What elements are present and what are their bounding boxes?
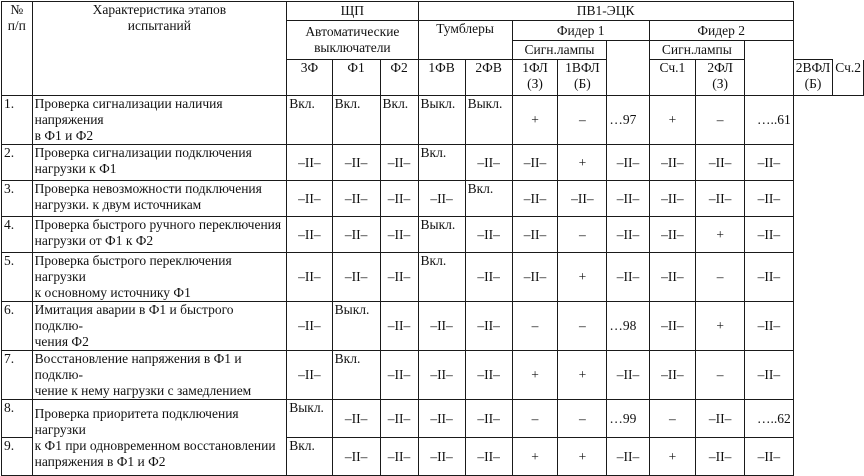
cell-sch2: –II– <box>745 217 794 253</box>
cell-f2: –II– <box>380 253 418 302</box>
cell-1fv: –II– <box>418 438 465 476</box>
table-row <box>2 351 864 400</box>
cell-f1: –II– <box>332 181 380 217</box>
cell-sch2: –II– <box>745 253 794 302</box>
header-signal-lamps-1: Сигн.лампы <box>512 41 607 60</box>
cell-f2: –II– <box>380 217 418 253</box>
cell-sch2: –II– <box>745 181 794 217</box>
cell-1vfl: + <box>558 145 607 181</box>
cell-1fv: –II– <box>418 351 465 400</box>
cell-1fl: + <box>512 351 558 400</box>
cell-2vfl: – <box>696 253 745 302</box>
cell-3f: –II– <box>287 351 332 400</box>
table-row <box>2 400 864 438</box>
cell-1fl: – <box>512 400 558 438</box>
cell-2fl: + <box>649 438 695 476</box>
row-number: 5. <box>2 253 33 302</box>
cell-3f: –II– <box>287 181 332 217</box>
header-number: № п/п <box>2 2 33 96</box>
cell-f1: –II– <box>332 400 380 438</box>
header-col-3f: 3Ф <box>287 60 332 96</box>
row-description: Проверка невозможности подключения нагрузки. к двум источникам <box>32 181 287 217</box>
cell-sch1: –II– <box>607 145 649 181</box>
header-signal-lamps-2: Сигн.лампы <box>649 41 745 60</box>
cell-f1: –II– <box>332 217 380 253</box>
row-description: Проверка сигнализации подключения нагрузки к Ф1 <box>32 145 287 181</box>
row-number: 1. <box>2 96 33 145</box>
cell-1fv: Вкл. <box>418 253 465 302</box>
cell-f1: –II– <box>332 253 380 302</box>
cell-2vfl: + <box>696 302 745 351</box>
cell-2fv: Вкл. <box>465 181 512 217</box>
cell-1fv: –II– <box>418 400 465 438</box>
cell-1fv: –II– <box>418 181 465 217</box>
cell-1fv: Выкл. <box>418 217 465 253</box>
cell-1vfl: – <box>558 217 607 253</box>
cell-sch1: …99 <box>607 400 649 438</box>
cell-2vfl: – <box>696 96 745 145</box>
cell-2fl: –II– <box>649 181 695 217</box>
cell-2vfl: –II– <box>696 181 745 217</box>
header-schp: ЩП <box>287 2 418 21</box>
cell-2fl: – <box>649 400 695 438</box>
header-feeder-2: Фидер 2 <box>649 21 793 41</box>
cell-1fl: + <box>512 96 558 145</box>
row-number: 7. <box>2 351 33 400</box>
header-col-2vfl: 2ВФЛ (Б) <box>793 60 833 96</box>
cell-sch2: –II– <box>745 438 794 476</box>
cell-sch2: –II– <box>745 351 794 400</box>
cell-1fl: – <box>512 302 558 351</box>
cell-3f: Вкл. <box>287 96 332 145</box>
cell-1fv: Вкл. <box>418 145 465 181</box>
cell-3f: –II– <box>287 217 332 253</box>
cell-3f: –II– <box>287 145 332 181</box>
header-col-2fl: 2ФЛ (З) <box>696 60 745 96</box>
cell-2vfl: – <box>696 351 745 400</box>
table-row <box>2 181 864 217</box>
header-col-1vfl: 1ВФЛ (Б) <box>558 60 607 96</box>
table-row <box>2 96 864 145</box>
cell-2fv: –II– <box>465 253 512 302</box>
test-stages-table <box>1 1 864 476</box>
header-col-sch2: Сч.2 <box>833 60 864 96</box>
header-stage-characteristic: Характеристика этапов испытаний <box>32 2 287 96</box>
cell-1fv: –II– <box>418 302 465 351</box>
cell-f2: –II– <box>380 181 418 217</box>
cell-1vfl: + <box>558 253 607 302</box>
cell-3f: –II– <box>287 253 332 302</box>
header-col-f2: Ф2 <box>380 60 418 96</box>
cell-f1: –II– <box>332 438 380 476</box>
cell-1fv: Выкл. <box>418 96 465 145</box>
cell-2fv: –II– <box>465 145 512 181</box>
header-blank-sch1 <box>607 41 649 96</box>
row-number: 6. <box>2 302 33 351</box>
cell-1vfl: – <box>558 400 607 438</box>
cell-f1: Выкл. <box>332 302 380 351</box>
cell-1fl: –II– <box>512 181 558 217</box>
table-row <box>2 145 864 181</box>
cell-f1: Вкл. <box>332 96 380 145</box>
row-number: 8. <box>2 400 33 438</box>
cell-f2: –II– <box>380 145 418 181</box>
table-row <box>2 253 864 302</box>
cell-sch1: –II– <box>607 181 649 217</box>
cell-sch2: …..62 <box>745 400 794 438</box>
cell-sch1: –II– <box>607 217 649 253</box>
cell-2fl: –II– <box>649 253 695 302</box>
header-col-1fl: 1ФЛ (З) <box>512 60 558 96</box>
cell-2fv: –II– <box>465 400 512 438</box>
cell-2fv: –II– <box>465 302 512 351</box>
cell-3f: –II– <box>287 302 332 351</box>
cell-f2: –II– <box>380 400 418 438</box>
table-row <box>2 217 864 253</box>
cell-sch2: …..61 <box>745 96 794 145</box>
cell-1vfl: + <box>558 351 607 400</box>
cell-2fl: –II– <box>649 351 695 400</box>
cell-1fl: –II– <box>512 217 558 253</box>
row-number: 2. <box>2 145 33 181</box>
cell-sch2: –II– <box>745 302 794 351</box>
cell-2fv: Выкл. <box>465 96 512 145</box>
cell-2fl: –II– <box>649 145 695 181</box>
cell-2fv: –II– <box>465 217 512 253</box>
header-blank-sch2 <box>745 41 794 96</box>
cell-1vfl: –II– <box>558 181 607 217</box>
cell-f1: –II– <box>332 145 380 181</box>
cell-f2: Вкл. <box>380 96 418 145</box>
row-description: Проверка быстрого ручного переключения нагрузки от Ф1 к Ф2 <box>32 217 287 253</box>
cell-sch1: –II– <box>607 253 649 302</box>
row-description: Имитация аварии в Ф1 и быстрого подклю- чения Ф2 <box>32 302 287 351</box>
cell-f2: –II– <box>380 302 418 351</box>
cell-sch1: …97 <box>607 96 649 145</box>
row-number: 9. <box>2 438 33 476</box>
header-feeder-1: Фидер 1 <box>512 21 649 41</box>
cell-1fl: + <box>512 438 558 476</box>
cell-f2: –II– <box>380 351 418 400</box>
cell-1vfl: – <box>558 96 607 145</box>
row-description: Проверка быстрого переключения нагрузки к основному источнику Ф1 <box>32 253 287 302</box>
header-col-2fv: 2ФВ <box>465 60 512 96</box>
cell-2fl: –II– <box>649 302 695 351</box>
cell-3f: Выкл. <box>287 400 332 438</box>
header-pv1-ezk: ПВ1-ЭЦК <box>418 2 793 21</box>
cell-sch1: –II– <box>607 438 649 476</box>
table-row <box>2 302 864 351</box>
row-description: Проверка приоритета подключения нагрузки к Ф1 при одновременном восстановлении напряжения в Ф1 и Ф2 <box>32 400 287 476</box>
cell-2fv: –II– <box>465 351 512 400</box>
header-col-sch1: Сч.1 <box>649 60 695 96</box>
cell-sch1: …98 <box>607 302 649 351</box>
cell-1vfl: + <box>558 438 607 476</box>
cell-2vfl: –II– <box>696 438 745 476</box>
cell-f2: –II– <box>380 438 418 476</box>
header-toggles: Тумблеры <box>418 21 512 60</box>
row-number: 3. <box>2 181 33 217</box>
cell-1fl: –II– <box>512 253 558 302</box>
cell-2vfl: –II– <box>696 400 745 438</box>
header-col-1fv: 1ФВ <box>418 60 465 96</box>
header-auto-switches: Автоматические выключатели <box>287 21 418 60</box>
header-col-f1: Ф1 <box>332 60 380 96</box>
row-description: Проверка сигнализации наличия напряжения в Ф1 и Ф2 <box>32 96 287 145</box>
cell-1vfl: – <box>558 302 607 351</box>
cell-1fl: –II– <box>512 145 558 181</box>
cell-2fv: –II– <box>465 438 512 476</box>
row-description: Восстановление напряжения в Ф1 и подклю- чение к нему нагрузки с замедлением <box>32 351 287 400</box>
row-number: 4. <box>2 217 33 253</box>
cell-2fl: –II– <box>649 217 695 253</box>
cell-sch1: –II– <box>607 351 649 400</box>
cell-2vfl: + <box>696 217 745 253</box>
cell-2vfl: –II– <box>696 145 745 181</box>
cell-f1: Вкл. <box>332 351 380 400</box>
cell-2fl: + <box>649 96 695 145</box>
cell-3f: Вкл. <box>287 438 332 476</box>
cell-sch2: –II– <box>745 145 794 181</box>
